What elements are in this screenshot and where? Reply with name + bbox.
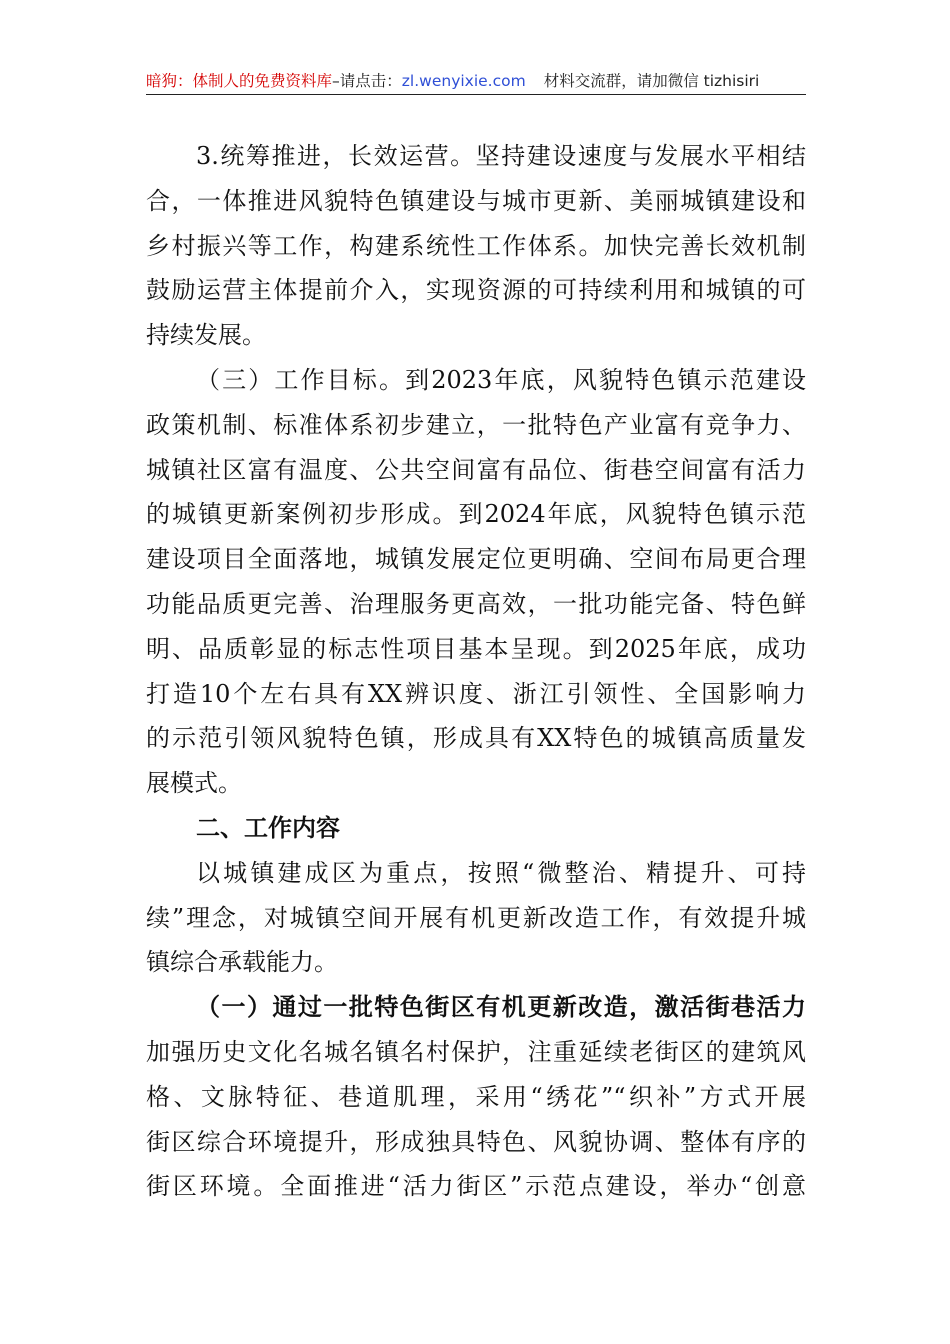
text-line: （三）工作目标。到2023年底，风貌特色镇示范建设 xyxy=(196,365,806,394)
text-line: 格、文脉特征、巷道肌理，采用“绣花”“织补”方式开展 xyxy=(146,1082,806,1111)
text-line: 续”理念，对城镇空间开展有机更新改造工作，有效提升城 xyxy=(146,903,806,932)
text-line: 持续发展。 xyxy=(146,321,266,350)
text-line: 政策机制、标准体系初步建立，一批特色产业富有竞争力、 xyxy=(146,410,806,439)
text-line: 乡村振兴等工作，构建系统性工作体系。加快完善长效机制 xyxy=(146,231,806,260)
header-site-name: 暗狗：体制人的免费资料库 xyxy=(146,72,333,90)
header-divider xyxy=(146,94,806,95)
text-line: 打造10个左右具有XX辨识度、浙江引领性、全国影响力 xyxy=(146,679,806,708)
section-heading: 二、工作内容 xyxy=(196,813,340,842)
header-click-prompt: –请点击： xyxy=(332,72,402,90)
text-line: 展模式。 xyxy=(146,769,242,798)
text-line: 的城镇更新案例初步形成。到2024年底，风貌特色镇示范 xyxy=(146,500,806,529)
text-line: 3.统筹推进，长效运营。坚持建设速度与发展水平相结 xyxy=(196,142,806,170)
text-line: 明、品质彰显的标志性项目基本呈现。到2025年底，成功 xyxy=(146,634,806,663)
text-line: 加强历史文化名城名镇名村保护，注重延续老街区的建筑风 xyxy=(146,1037,806,1066)
text-line: 城镇社区富有温度、公共空间富有品位、街巷空间富有活力 xyxy=(146,455,806,484)
text-line: 功能品质更完善、治理服务更高效，一批功能完备、特色鲜 xyxy=(146,589,806,618)
text-line: 以城镇建成区为重点，按照“微整治、精提升、可持 xyxy=(196,858,806,887)
subsection-heading: （一）通过一批特色街区有机更新改造，激活街巷活力 xyxy=(196,992,806,1022)
header-url-link[interactable]: zl.wenyixie.com xyxy=(401,72,526,90)
text-line: 鼓励运营主体提前介入，实现资源的可持续利用和城镇的可 xyxy=(146,276,806,305)
page-header xyxy=(146,66,806,96)
text-line: 街区环境。全面推进“活力街区”示范点建设，举办“创意 xyxy=(146,1172,806,1201)
header-wechat-note: 材料交流群，请加微信 tizhisiri xyxy=(543,72,760,90)
text-line: 的示范引领风貌特色镇，形成具有XX特色的城镇高质量发 xyxy=(146,724,806,753)
document-body xyxy=(146,134,806,1209)
text-line: 镇综合承载能力。 xyxy=(146,948,338,977)
text-line: 街区综合环境提升，形成独具特色、风貌协调、整体有序的 xyxy=(146,1127,806,1156)
text-line: 合，一体推进风貌特色镇建设与城市更新、美丽城镇建设和 xyxy=(146,186,806,215)
text-line: 建设项目全面落地，城镇发展定位更明确、空间布局更合理 xyxy=(146,545,806,574)
